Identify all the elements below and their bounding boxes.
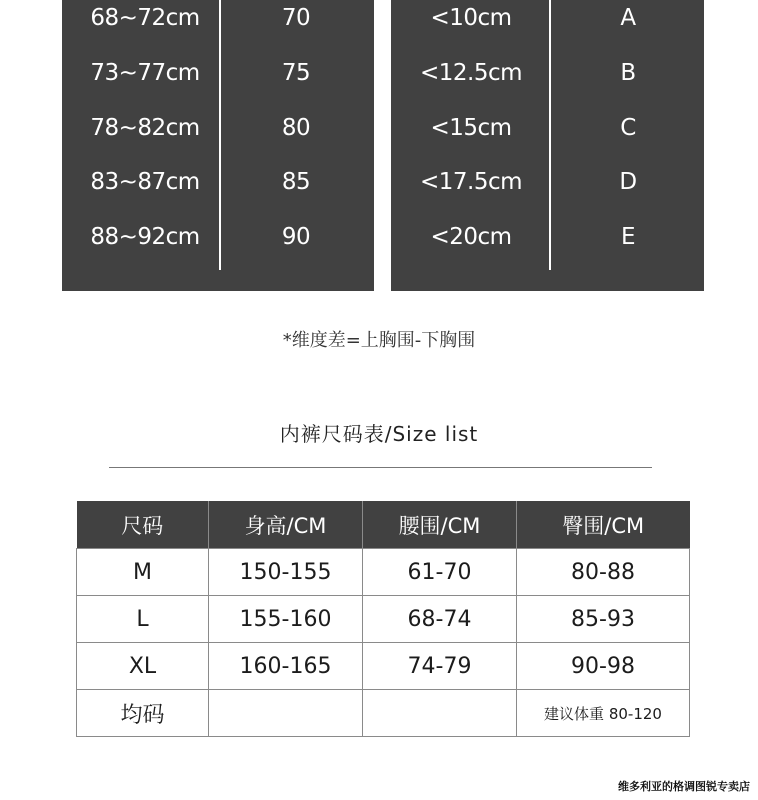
bust-difference-cell: <20cm (430, 224, 512, 250)
cup-size-cell: D (619, 169, 637, 195)
waist-cell: 68-74 (363, 596, 517, 643)
under-bust-cell: 78~82cm (90, 115, 200, 141)
hip-cell: 85-93 (517, 596, 690, 643)
cup-size-cell: C (620, 115, 636, 141)
under-bust-cell: 68~72cm (90, 5, 200, 31)
band-size-cell: 90 (281, 224, 311, 250)
waist-cell: 74-79 (363, 643, 517, 690)
header-height: 身高/CM (209, 501, 363, 549)
cup-size-cell: A (620, 5, 636, 31)
under-bust-cell: 73~77cm (90, 60, 200, 86)
store-name: 维多利亚的格调图锐专卖店 (618, 780, 750, 793)
waist-cell (363, 690, 517, 737)
band-size-cell: 75 (281, 60, 311, 86)
table-row (77, 596, 690, 643)
table-row (77, 690, 690, 737)
under-bust-cell: 83~87cm (90, 169, 200, 195)
header-hip: 臀围/CM (517, 501, 690, 549)
header-waist: 腰围/CM (363, 501, 517, 549)
bust-difference-cell: <15cm (430, 115, 512, 141)
size-cell: XL (77, 643, 209, 690)
weight-suggestion-cell: 建议体重 80-120 (517, 690, 690, 737)
panty-size-title: 内裤尺码表/Size list (279, 422, 479, 446)
header-size: 尺码 (77, 501, 209, 549)
size-cell: M (77, 549, 209, 596)
height-cell: 160-165 (209, 643, 363, 690)
bust-difference-note: *维度差=上胸围-下胸围 (282, 330, 476, 351)
size-cell: L (77, 596, 209, 643)
panty-size-table (76, 501, 690, 737)
table-row (77, 643, 690, 690)
size-cell: 均码 (77, 690, 209, 737)
bust-difference-cell: <10cm (430, 5, 512, 31)
band-size-panel (62, 0, 374, 291)
cup-size-cell: E (620, 224, 636, 250)
height-cell: 150-155 (209, 549, 363, 596)
cup-size-panel (391, 0, 704, 291)
bust-difference-cell: <12.5cm (419, 60, 523, 86)
band-size-cell: 80 (281, 115, 311, 141)
hip-cell: 80-88 (517, 549, 690, 596)
bust-difference-cell: <17.5cm (419, 169, 523, 195)
title-divider (109, 467, 652, 468)
height-cell: 155-160 (209, 596, 363, 643)
under-bust-cell: 88~92cm (90, 224, 200, 250)
table-row (77, 549, 690, 596)
band-size-cell: 85 (281, 169, 311, 195)
cup-size-cell: B (620, 60, 636, 86)
band-size-cell: 70 (281, 5, 311, 31)
hip-cell: 90-98 (517, 643, 690, 690)
table-header-row (77, 501, 690, 549)
height-cell (209, 690, 363, 737)
waist-cell: 61-70 (363, 549, 517, 596)
